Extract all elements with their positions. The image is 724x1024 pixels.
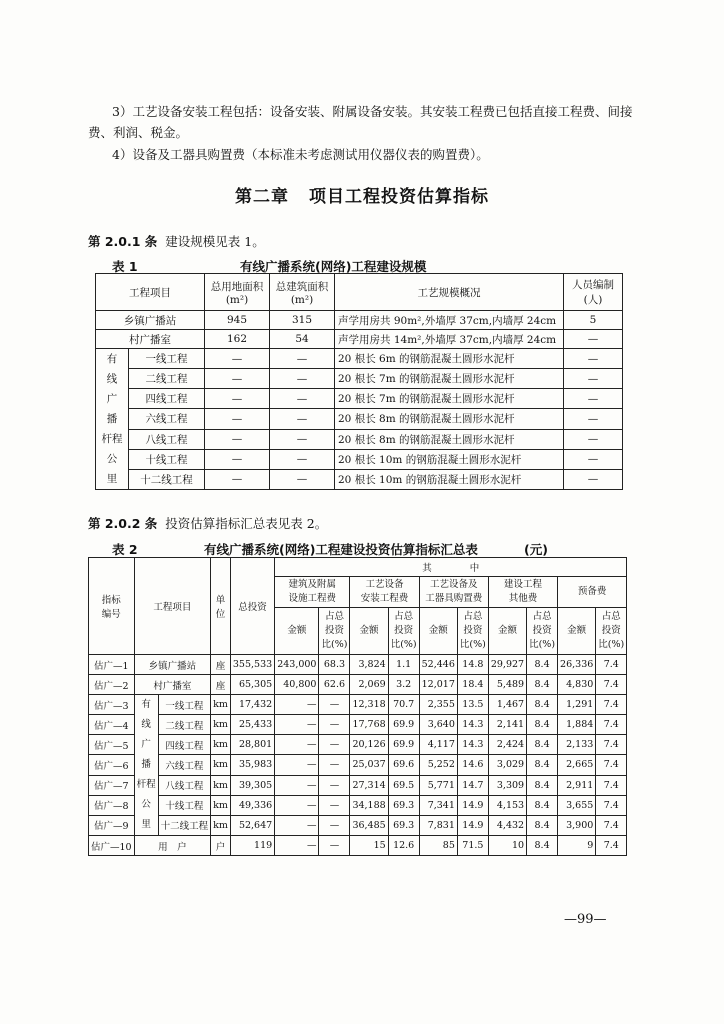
cell-code: 估广—7 bbox=[89, 775, 135, 795]
cell-amount: — bbox=[275, 836, 319, 856]
cell-amount: 3,824 bbox=[350, 655, 388, 675]
table-row bbox=[89, 836, 627, 856]
article-number: 第 2.0.2 条 bbox=[88, 516, 158, 531]
header-group-building: 建筑及附属 设施工程费 bbox=[275, 577, 350, 608]
header-land-area: 总用地面积 (m²) bbox=[205, 274, 270, 311]
cell-percent: 8.4 bbox=[527, 836, 558, 856]
cell-land-area: — bbox=[205, 369, 270, 389]
header-percent: 占总 投资 比(%) bbox=[319, 608, 350, 655]
cell-item: 十二线工程 bbox=[129, 469, 205, 489]
paragraph-equipment-cost: 4）设备及工器具购置费（本标准未考虑测试用仪器仪表的购置费）。 bbox=[112, 147, 489, 162]
cell-percent: — bbox=[319, 775, 350, 795]
chapter-number: 第二章 bbox=[235, 187, 289, 207]
cell-build-area: — bbox=[270, 429, 335, 449]
cell-code: 估广—1 bbox=[89, 655, 135, 675]
cell-percent: 69.6 bbox=[388, 755, 419, 775]
cell-total: 28,801 bbox=[230, 735, 274, 755]
cell-percent: 8.4 bbox=[527, 735, 558, 755]
cell-item: 十线工程 bbox=[158, 795, 211, 815]
cell-percent: 7.4 bbox=[596, 735, 627, 755]
cell-percent: — bbox=[319, 836, 350, 856]
cell-build-area: — bbox=[270, 409, 335, 429]
cell-build-area: — bbox=[270, 469, 335, 489]
cell-land-area: — bbox=[205, 349, 270, 369]
cell-overview: 20 根长 6m 的钢筋混凝土圆形水泥杆 bbox=[335, 349, 564, 369]
header-group-reserve: 预备费 bbox=[558, 577, 627, 608]
cell-unit: km bbox=[211, 795, 231, 815]
cell-code: 估广—3 bbox=[89, 695, 135, 715]
cell-percent: 13.5 bbox=[457, 695, 488, 715]
cell-item: 二线工程 bbox=[129, 369, 205, 389]
table-row bbox=[96, 389, 623, 409]
cell-amount: 2,141 bbox=[488, 715, 526, 735]
cell-percent: 14.6 bbox=[457, 755, 488, 775]
cell-percent: 69.9 bbox=[388, 715, 419, 735]
cell-build-area: — bbox=[270, 449, 335, 469]
table-row bbox=[96, 469, 623, 489]
cell-amount: — bbox=[275, 715, 319, 735]
cell-amount: 5,252 bbox=[419, 755, 457, 775]
cell-total: 35,983 bbox=[230, 755, 274, 775]
header-staff: 人员编制 (人) bbox=[564, 274, 623, 311]
cell-overview: 声学用房共 14m²,外墙厚 37cm,内墙厚 24cm bbox=[335, 330, 564, 349]
cell-amount: 2,665 bbox=[558, 755, 596, 775]
cell-code: 估广—8 bbox=[89, 795, 135, 815]
cell-staff: — bbox=[564, 330, 623, 349]
cell-percent: 14.3 bbox=[457, 735, 488, 755]
cell-amount: 3,029 bbox=[488, 755, 526, 775]
cell-percent: 7.4 bbox=[596, 755, 627, 775]
cell-total: 65,305 bbox=[230, 675, 274, 695]
cell-amount: 26,336 bbox=[558, 655, 596, 675]
cell-percent: 8.4 bbox=[527, 715, 558, 735]
paragraph-install-cost: 3）工艺设备安装工程包括：设备安装、附属设备安装。其安装工程费已包括直接工程费、间接费、利润、税金。 bbox=[88, 104, 633, 140]
table1-label: 表 1 bbox=[112, 259, 138, 274]
cell-amount: — bbox=[275, 795, 319, 815]
cell-unit: km bbox=[211, 715, 231, 735]
cell-amount: — bbox=[275, 755, 319, 775]
cell-overview: 20 根长 8m 的钢筋混凝土圆形水泥杆 bbox=[335, 429, 564, 449]
cell-build-area: — bbox=[270, 349, 335, 369]
cell-overview: 20 根长 10m 的钢筋混凝土圆形水泥杆 bbox=[335, 449, 564, 469]
table-row bbox=[89, 815, 627, 835]
cell-percent: 62.6 bbox=[319, 675, 350, 695]
table-row bbox=[89, 655, 627, 675]
cell-percent: 14.8 bbox=[457, 655, 488, 675]
cell-staff: — bbox=[564, 389, 623, 409]
header-amount: 金额 bbox=[350, 608, 388, 655]
cell-amount: 2,133 bbox=[558, 735, 596, 755]
cell-amount: 3,640 bbox=[419, 715, 457, 735]
cell-amount: 1,291 bbox=[558, 695, 596, 715]
cell-percent: 12.6 bbox=[388, 836, 419, 856]
article-text: 投资估算指标汇总表见表 2。 bbox=[165, 516, 328, 531]
cell-unit: 户 bbox=[211, 836, 231, 856]
article-2-0-1 bbox=[88, 232, 265, 250]
cell-total: 355,533 bbox=[230, 655, 274, 675]
table2-investment-summary bbox=[88, 557, 627, 856]
table2-unit: (元) bbox=[524, 542, 548, 557]
article-number: 第 2.0.1 条 bbox=[88, 234, 158, 249]
cell-amount: 5,771 bbox=[419, 775, 457, 795]
cell-amount: 29,927 bbox=[488, 655, 526, 675]
cell-build-area: — bbox=[270, 389, 335, 409]
cell-amount: 1,884 bbox=[558, 715, 596, 735]
cell-code: 估广—2 bbox=[89, 675, 135, 695]
cell-overview: 20 根长 8m 的钢筋混凝土圆形水泥杆 bbox=[335, 409, 564, 429]
cell-build-area: 315 bbox=[270, 311, 335, 330]
cell-percent: — bbox=[319, 735, 350, 755]
cell-percent: 14.9 bbox=[457, 795, 488, 815]
cell-amount: 2,069 bbox=[350, 675, 388, 695]
cell-overview: 声学用房共 90m²,外墙厚 37cm,内墙厚 24cm bbox=[335, 311, 564, 330]
cell-unit: 座 bbox=[211, 675, 231, 695]
cell-unit: 座 bbox=[211, 655, 231, 675]
table-row bbox=[89, 735, 627, 755]
article-2-0-2 bbox=[88, 514, 327, 532]
cell-land-area: — bbox=[205, 469, 270, 489]
cell-land-area: — bbox=[205, 449, 270, 469]
cell-amount: 2,355 bbox=[419, 695, 457, 715]
header-overview: 工艺规模概况 bbox=[335, 274, 564, 311]
cell-amount: 3,900 bbox=[558, 815, 596, 835]
header-item: 工程项目 bbox=[96, 274, 205, 311]
group-label: 有 线 广 播 杆程 公 里 bbox=[134, 695, 158, 836]
cell-percent: 7.4 bbox=[596, 795, 627, 815]
table2-header-row-1 bbox=[89, 558, 627, 577]
cell-amount: 34,188 bbox=[350, 795, 388, 815]
cell-percent: 18.4 bbox=[457, 675, 488, 695]
cell-percent: 69.3 bbox=[388, 815, 419, 835]
cell-percent: 7.4 bbox=[596, 836, 627, 856]
cell-item: 十二线工程 bbox=[158, 815, 211, 835]
cell-amount: 15 bbox=[350, 836, 388, 856]
cell-percent: 8.4 bbox=[527, 675, 558, 695]
cell-unit: km bbox=[211, 695, 231, 715]
cell-land-area: — bbox=[205, 389, 270, 409]
cell-percent: 14.3 bbox=[457, 715, 488, 735]
cell-amount: — bbox=[275, 735, 319, 755]
header-total: 总投资 bbox=[230, 558, 274, 655]
cell-amount: 36,485 bbox=[350, 815, 388, 835]
cell-percent: — bbox=[319, 795, 350, 815]
cell-percent: 1.1 bbox=[388, 655, 419, 675]
cell-amount: 243,000 bbox=[275, 655, 319, 675]
cell-unit: km bbox=[211, 815, 231, 835]
cell-total: 119 bbox=[230, 836, 274, 856]
cell-build-area: — bbox=[270, 369, 335, 389]
header-amount: 金额 bbox=[488, 608, 526, 655]
header-unit: 单 位 bbox=[211, 558, 231, 655]
cell-percent: 8.4 bbox=[527, 775, 558, 795]
cell-amount: 12,017 bbox=[419, 675, 457, 695]
cell-percent: 7.4 bbox=[596, 675, 627, 695]
cell-unit: km bbox=[211, 755, 231, 775]
table-row bbox=[96, 409, 623, 429]
cell-build-area: 54 bbox=[270, 330, 335, 349]
header-percent: 占总 投资 比(%) bbox=[457, 608, 488, 655]
header-percent: 占总 投资 比(%) bbox=[596, 608, 627, 655]
cell-code: 估广—9 bbox=[89, 815, 135, 835]
cell-amount: 12,318 bbox=[350, 695, 388, 715]
cell-amount: 3,309 bbox=[488, 775, 526, 795]
cell-staff: — bbox=[564, 449, 623, 469]
cell-percent: 7.4 bbox=[596, 715, 627, 735]
cell-percent: — bbox=[319, 755, 350, 775]
cell-amount: 2,424 bbox=[488, 735, 526, 755]
cell-item: 乡镇广播站 bbox=[134, 655, 211, 675]
cell-percent: 8.4 bbox=[527, 755, 558, 775]
cell-amount: 52,446 bbox=[419, 655, 457, 675]
cell-code: 估广—6 bbox=[89, 755, 135, 775]
cell-item: 六线工程 bbox=[129, 409, 205, 429]
header-amount: 金额 bbox=[558, 608, 596, 655]
cell-land-area: — bbox=[205, 409, 270, 429]
cell-staff: — bbox=[564, 349, 623, 369]
header-among: 其 中 bbox=[275, 558, 627, 577]
cell-percent: 3.2 bbox=[388, 675, 419, 695]
header-item: 工程项目 bbox=[134, 558, 211, 655]
header-group-install: 工艺设备 安装工程费 bbox=[350, 577, 419, 608]
cell-staff: 5 bbox=[564, 311, 623, 330]
table-row bbox=[89, 675, 627, 695]
cell-percent: 70.7 bbox=[388, 695, 419, 715]
table1-title: 有线广播系统(网络)工程建设规模 bbox=[240, 259, 427, 274]
table-row bbox=[96, 349, 623, 369]
cell-percent: 71.5 bbox=[457, 836, 488, 856]
cell-amount: 4,117 bbox=[419, 735, 457, 755]
cell-amount: — bbox=[275, 775, 319, 795]
cell-staff: — bbox=[564, 469, 623, 489]
table-row bbox=[96, 311, 623, 330]
cell-unit: km bbox=[211, 735, 231, 755]
cell-item: 四线工程 bbox=[129, 389, 205, 409]
table1-construction-scale bbox=[95, 273, 623, 490]
cell-total: 39,305 bbox=[230, 775, 274, 795]
cell-amount: 17,768 bbox=[350, 715, 388, 735]
cell-percent: 7.4 bbox=[596, 815, 627, 835]
cell-percent: 8.4 bbox=[527, 795, 558, 815]
cell-amount: 7,831 bbox=[419, 815, 457, 835]
header-percent: 占总 投资 比(%) bbox=[388, 608, 419, 655]
group-label: 有 线 广 播 杆程 公 里 bbox=[96, 349, 129, 490]
cell-amount: 85 bbox=[419, 836, 457, 856]
cell-percent: — bbox=[319, 815, 350, 835]
cell-amount: 5,489 bbox=[488, 675, 526, 695]
cell-item: 一线工程 bbox=[158, 695, 211, 715]
cell-amount: 2,911 bbox=[558, 775, 596, 795]
cell-amount: 7,341 bbox=[419, 795, 457, 815]
cell-item: 村广播室 bbox=[96, 330, 205, 349]
cell-amount: 4,432 bbox=[488, 815, 526, 835]
cell-overview: 20 根长 7m 的钢筋混凝土圆形水泥杆 bbox=[335, 369, 564, 389]
cell-total: 17,432 bbox=[230, 695, 274, 715]
cell-percent: 7.4 bbox=[596, 695, 627, 715]
cell-item: 二线工程 bbox=[158, 715, 211, 735]
table-row bbox=[96, 429, 623, 449]
header-percent: 占总 投资 比(%) bbox=[527, 608, 558, 655]
cell-item: 八线工程 bbox=[158, 775, 211, 795]
cell-staff: — bbox=[564, 429, 623, 449]
cell-item: 用 户 bbox=[134, 836, 211, 856]
table2-title: 有线广播系统(网络)工程建设投资估算指标汇总表 bbox=[204, 542, 478, 557]
table-row bbox=[89, 755, 627, 775]
cell-total: 25,433 bbox=[230, 715, 274, 735]
cell-percent: 8.4 bbox=[527, 655, 558, 675]
cell-percent: 7.4 bbox=[596, 655, 627, 675]
cell-land-area: 945 bbox=[205, 311, 270, 330]
article-text: 建设规模见表 1。 bbox=[165, 234, 265, 249]
cell-percent: 7.4 bbox=[596, 775, 627, 795]
header-code: 指标 编号 bbox=[89, 558, 135, 655]
cell-amount: — bbox=[275, 695, 319, 715]
cell-percent: 8.4 bbox=[527, 815, 558, 835]
cell-amount: 9 bbox=[558, 836, 596, 856]
cell-item: 八线工程 bbox=[129, 429, 205, 449]
cell-percent: 69.5 bbox=[388, 775, 419, 795]
table-row bbox=[96, 369, 623, 389]
header-build-area: 总建筑面积 (m²) bbox=[270, 274, 335, 311]
cell-percent: — bbox=[319, 715, 350, 735]
cell-code: 估广—10 bbox=[89, 836, 135, 856]
cell-unit: km bbox=[211, 775, 231, 795]
cell-item: 一线工程 bbox=[129, 349, 205, 369]
cell-total: 49,336 bbox=[230, 795, 274, 815]
cell-amount: — bbox=[275, 815, 319, 835]
cell-amount: 10 bbox=[488, 836, 526, 856]
cell-item: 六线工程 bbox=[158, 755, 211, 775]
cell-percent: 69.3 bbox=[388, 795, 419, 815]
cell-percent: 69.9 bbox=[388, 735, 419, 755]
table-row bbox=[89, 775, 627, 795]
cell-percent: 14.9 bbox=[457, 815, 488, 835]
cell-percent: — bbox=[319, 695, 350, 715]
page-number: —99— bbox=[564, 912, 607, 927]
cell-total: 52,647 bbox=[230, 815, 274, 835]
cell-percent: 68.3 bbox=[319, 655, 350, 675]
cell-amount: 20,126 bbox=[350, 735, 388, 755]
cell-item: 乡镇广播站 bbox=[96, 311, 205, 330]
cell-amount: 4,830 bbox=[558, 675, 596, 695]
cell-amount: 25,037 bbox=[350, 755, 388, 775]
header-amount: 金额 bbox=[419, 608, 457, 655]
cell-land-area: 162 bbox=[205, 330, 270, 349]
table2-label: 表 2 bbox=[112, 542, 138, 557]
header-amount: 金额 bbox=[275, 608, 319, 655]
cell-amount: 40,800 bbox=[275, 675, 319, 695]
cell-staff: — bbox=[564, 369, 623, 389]
cell-amount: 3,655 bbox=[558, 795, 596, 815]
chapter-title: 项目工程投资估算指标 bbox=[309, 187, 489, 207]
table-row bbox=[96, 449, 623, 469]
cell-code: 估广—5 bbox=[89, 735, 135, 755]
cell-percent: 14.7 bbox=[457, 775, 488, 795]
header-group-equipment: 工艺设备及 工器具购置费 bbox=[419, 577, 488, 608]
cell-item: 十线工程 bbox=[129, 449, 205, 469]
cell-item: 四线工程 bbox=[158, 735, 211, 755]
cell-amount: 27,314 bbox=[350, 775, 388, 795]
cell-amount: 4,153 bbox=[488, 795, 526, 815]
cell-code: 估广—4 bbox=[89, 715, 135, 735]
cell-item: 村广播室 bbox=[134, 675, 211, 695]
cell-amount: 1,467 bbox=[488, 695, 526, 715]
table-row bbox=[89, 695, 627, 715]
cell-percent: 8.4 bbox=[527, 695, 558, 715]
table-row bbox=[89, 715, 627, 735]
chapter-heading bbox=[0, 182, 724, 207]
table1-header-row bbox=[96, 274, 623, 311]
cell-land-area: — bbox=[205, 429, 270, 449]
table-row bbox=[96, 330, 623, 349]
cell-overview: 20 根长 7m 的钢筋混凝土圆形水泥杆 bbox=[335, 389, 564, 409]
cell-overview: 20 根长 10m 的钢筋混凝土圆形水泥杆 bbox=[335, 469, 564, 489]
cell-staff: — bbox=[564, 409, 623, 429]
header-group-other: 建设工程 其他费 bbox=[488, 577, 557, 608]
table-row bbox=[89, 795, 627, 815]
